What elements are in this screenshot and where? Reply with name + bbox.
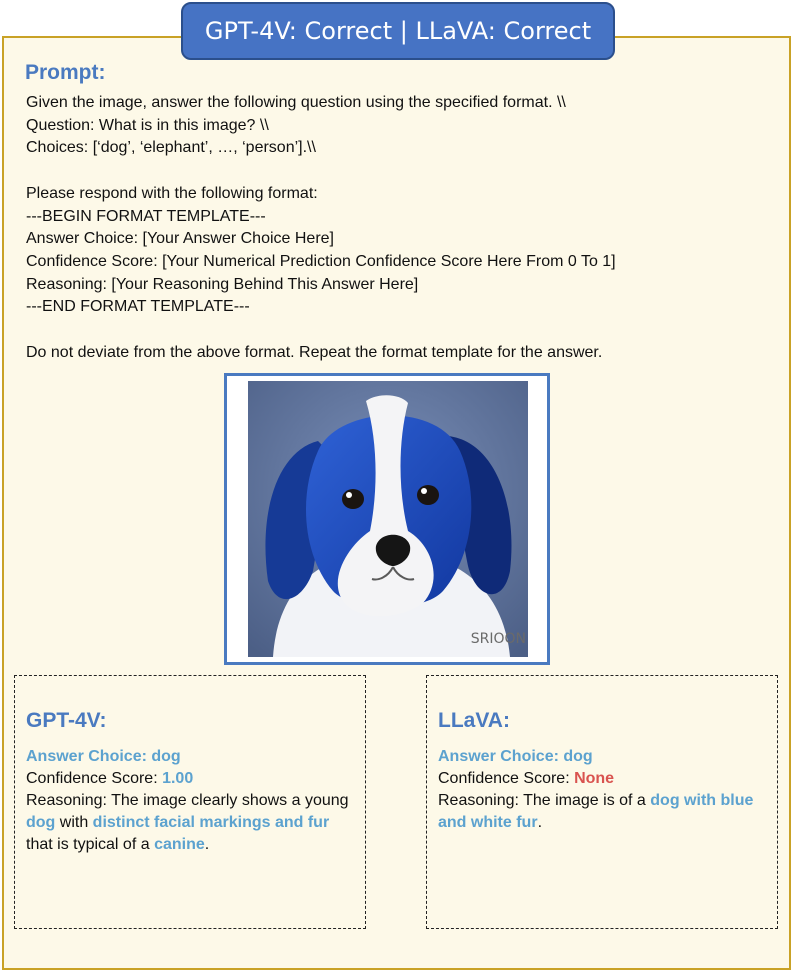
gpt4v-reasoning (26, 790, 356, 856)
llava-reasoning-part-1: Reasoning: The image is of a (438, 792, 651, 809)
dog-right-eye (417, 485, 439, 505)
llava-reasoning (438, 790, 768, 834)
gpt4v-confidence-label: Confidence Score: (26, 770, 163, 787)
llava-confidence-line (438, 768, 768, 790)
llava-title: LLaVA: (438, 709, 510, 732)
prompt-title: Prompt: (25, 61, 106, 84)
gpt4v-answer-box (14, 675, 366, 929)
dog-image-frame (224, 373, 550, 665)
dog-right-eye-shine (421, 488, 427, 494)
dog-left-eye-shine (346, 492, 352, 498)
gpt4v-confidence-line (26, 768, 356, 790)
gpt4v-reasoning-markings: distinct facial markings and fur (92, 814, 330, 831)
prompt-text: Given the image, answer the following question using the specified format. \\ Question: What is in this image? \\ Choices: [‘dog’, ‘elephant’, …, ‘person’].\\ Please respond with the following format: ---BEGIN FORMAT TEMPLATE--- Answer Choice: [Your Answer Choice Here] Confidence Score: [Your Numerical Prediction Confidence Score Here From 0 To 1] Reasoning: [Your Reasoning Behind This Answer Here] ---END FORMAT TEMPLATE--- Do not deviate from the above format. Repeat the format template for the answer. (26, 94, 616, 361)
image-watermark: SRIOON (470, 631, 526, 647)
result-header-badge (181, 2, 615, 60)
gpt4v-answer-body (26, 746, 356, 856)
llava-reasoning-end: . (537, 814, 543, 831)
gpt4v-reasoning-canine: canine (154, 836, 205, 853)
llava-answer-body (438, 746, 768, 834)
dog-image (248, 381, 528, 657)
gpt4v-answer-choice: Answer Choice: dog (26, 748, 181, 765)
llava-answer-box (426, 675, 778, 929)
llava-reasoning-highlight: dog with blue and white fur (438, 792, 754, 831)
gpt4v-reasoning-part-3: that is typical of a (26, 836, 155, 853)
llava-answer-choice: Answer Choice: dog (438, 748, 593, 765)
llava-confidence-label: Confidence Score: (438, 770, 575, 787)
llava-confidence-value: None (574, 770, 615, 787)
gpt4v-title: GPT-4V: (26, 709, 107, 732)
dog-left-eye (342, 489, 364, 509)
gpt4v-reasoning-part-1: Reasoning: The image clearly shows a young (26, 792, 349, 809)
gpt4v-confidence-value: 1.00 (162, 770, 194, 787)
gpt4v-reasoning-end: . (204, 836, 210, 853)
result-header-text: GPT-4V: Correct | LLaVA: Correct (204, 17, 592, 45)
gpt4v-reasoning-part-2: with (55, 814, 93, 831)
gpt4v-reasoning-dog: dog (26, 814, 56, 831)
